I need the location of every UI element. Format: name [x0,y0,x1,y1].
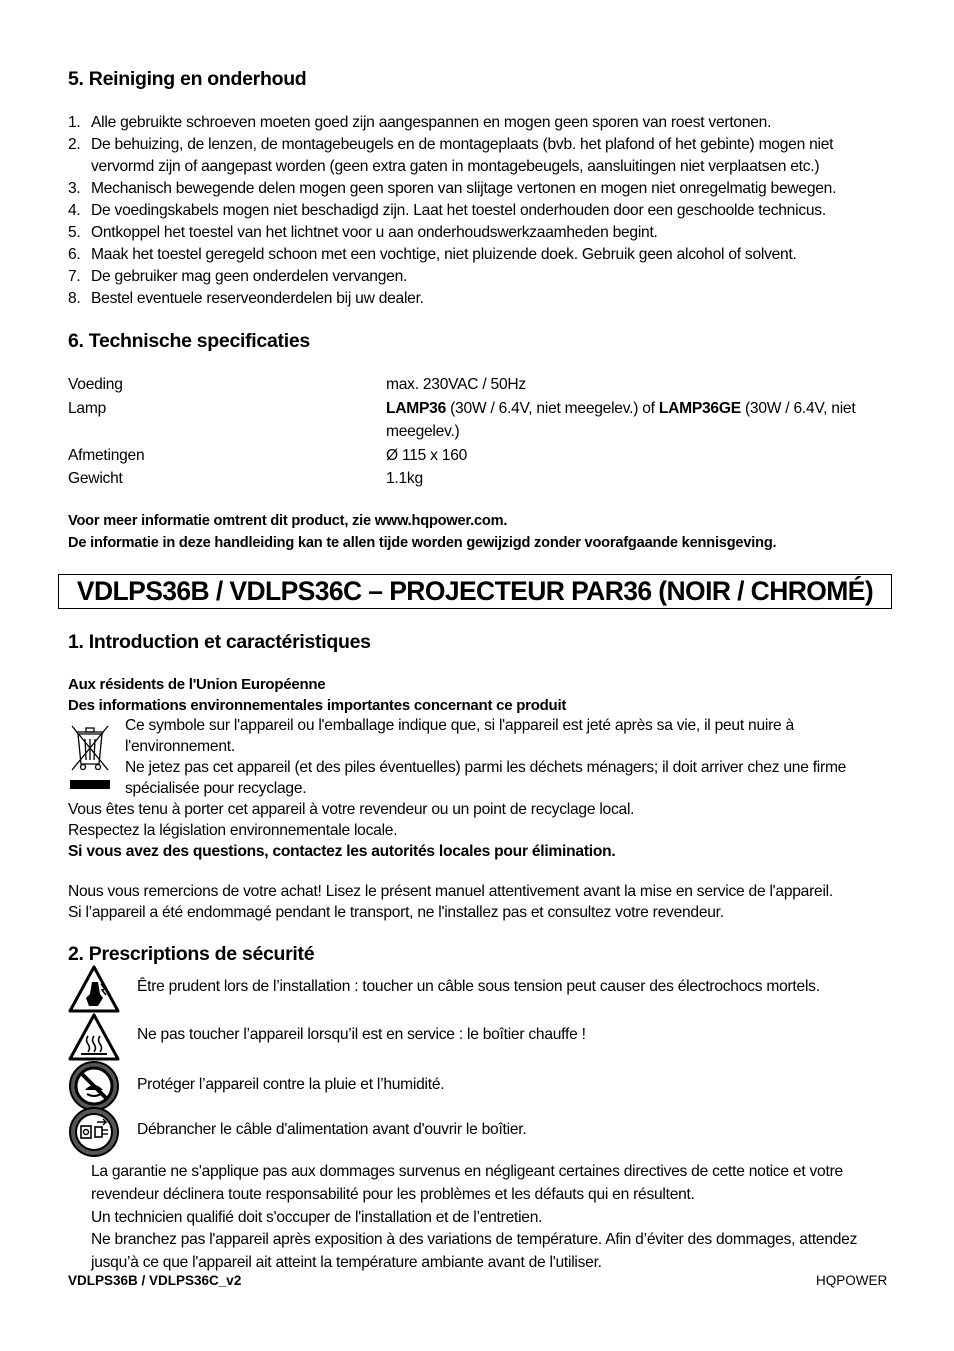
thanks-paragraph: Nous vous remercions de votre achat! Lisez le présent manuel attentivement avant la mise en service de l'appareil. [68,883,833,900]
spec-label: Gewicht [68,470,123,487]
list-number: 6. [68,246,81,263]
spec-row [68,444,888,468]
list-text: Maak het toestel geregeld schoon met een vochtige, niet pluizende doek. Gebruik geen alcohol of solvent. [91,246,797,263]
section-heading-cleaning: 5. Reiniging en onderhoud [68,68,307,90]
list-item [68,112,883,134]
safety-text: Protéger l’appareil contre la pluie et l’humidité. [137,1076,445,1093]
lamp-model: LAMP36GE [658,399,741,417]
list-item [68,266,883,288]
list-number: 5. [68,224,81,241]
spec-row [68,397,888,444]
list-text: De voedingskabels mogen niet beschadigd zijn. Laat het toestel onderhouden door een geschoolde technicus. [91,202,826,219]
spec-row [68,373,888,397]
spec-label: Afmetingen [68,446,145,464]
list-text: De gebruiker mag geen onderdelen vervangen. [91,268,408,285]
temperature-paragraph: Ne branchez pas l'appareil après exposition à des variations de température. Afin d’éviter des dommages, attendez jusqu’à ce que l'appareil ait atteint la température ambiante avant de l'utiliser. [91,1231,858,1271]
spec-label: Lamp [68,399,107,417]
list-number: 4. [68,202,81,219]
spec-value: 1.1kg [386,470,423,487]
list-text: Bestel eventuele reserveonderdelen bij uw dealer. [91,290,424,307]
maintenance-list [68,112,883,310]
spec-table [68,373,888,491]
weee-bin-icon [68,720,112,792]
safety-text: Être prudent lors de l’installation : toucher un câble sous tension peut causer des électrochocs mortels. [137,978,820,995]
safety-text: Ne pas toucher l’appareil lorsqu’il est en service : le boîtier chauffe ! [137,1026,586,1043]
lamp-spec-text: (30W / 6.4V, niet meegelev.) of [446,399,659,417]
hot-surface-warning-icon [68,1012,120,1064]
list-item [68,178,883,200]
spec-label: Voeding [68,376,123,393]
spec-value: max. 230VAC / 50Hz [386,376,526,393]
weee-paragraph-1: Ce symbole sur l'appareil ou l'emballage indique que, si l'appareil est jeté après sa vie, il peut nuire à l'environnement. [125,717,794,755]
electric-shock-warning-icon [68,964,120,1016]
recycling-paragraph: Vous êtes tenu à porter cet appareil à votre revendeur ou un point de recyclage local. [68,801,635,818]
list-item [68,244,883,266]
lamp-spec-text: (30W / 6.4V, niet meegelev.) [386,399,856,440]
list-number: 7. [68,268,81,285]
safety-text: Débrancher le câble d'alimentation avant d'ouvrir le boîtier. [137,1121,527,1138]
list-text: Mechanisch bewegende delen mogen geen sporen van slijtage vertonen en mogen niet onregelmatig bewegen. [91,180,837,197]
protect-from-moisture-icon [68,1060,120,1112]
list-number: 1. [68,114,81,131]
list-item [68,134,883,178]
transport-damage-paragraph: Si l’appareil a été endommagé pendant le transport, ne l'installez pas et consultez votre revendeur. [68,904,724,921]
spec-value [386,397,888,444]
more-info-line: Voor meer informatie omtrent dit product, zie www.hqpower.com. [68,513,508,529]
section-heading-intro: 1. Introduction et caractéristiques [68,631,371,653]
environment-heading: Des informations environnementales importantes concernant ce produit [68,697,567,714]
list-number: 3. [68,180,81,197]
eu-residents-heading: Aux résidents de l'Union Européenne [68,676,326,693]
footer-brand: HQPOWER [816,1273,888,1288]
legislation-paragraph: Respectez la législation environnementale locale. [68,822,398,839]
unplug-before-opening-icon [68,1106,120,1158]
section-heading-specs: 6. Technische specificaties [68,330,310,352]
list-item [68,222,883,244]
section-heading-safety: 2. Prescriptions de sécurité [68,943,315,965]
list-item [68,288,883,310]
list-text: Ontkoppel het toestel van het lichtnet voor u aan onderhoudswerkzaamheden begint. [91,224,658,241]
list-item [68,200,883,222]
list-number: 8. [68,290,81,307]
list-text: Alle gebruikte schroeven moeten goed zijn aangespannen en mogen geen sporen van roest vertonen. [91,114,772,131]
warranty-paragraph: La garantie ne s'applique pas aux dommages survenus en négligeant certaines directives de cette notice et votre revendeur déclinera toute responsabilité pour les problèmes et les défauts qui en résultent. [91,1163,843,1203]
weee-paragraph-2: Ne jetez pas cet appareil (et des piles éventuelles) parmi les déchets ménagers; il doit arriver chez une firme spécialisée pour recyclage. [125,759,847,797]
product-title-banner: VDLPS36B / VDLPS36C – PROJECTEUR PAR36 (NOIR / CHROMÉ) [58,574,892,609]
questions-paragraph: Si vous avez des questions, contactez les autorités locales pour élimination. [68,843,616,860]
lamp-model: LAMP36 [386,399,447,417]
technician-paragraph: Un technicien qualifié doit s'occuper de l'installation et de l’entretien. [91,1209,543,1226]
spec-row [68,467,888,491]
disclaimer-line: De informatie in deze handleiding kan te allen tijde worden gewijzigd zonder voorafgaande kennisgeving. [68,535,777,551]
list-number: 2. [68,136,81,153]
list-text: De behuizing, de lenzen, de montagebeugels en de montageplaats (bvb. het plafond of het gebinte) mogen niet vervormd zijn of aangepast worden (geen extra gaten in montagebeugels, aansluitingen niet verplaatsen etc.) [91,136,834,175]
spec-value: Ø 115 x 160 [386,446,468,464]
footer-model: VDLPS36B / VDLPS36C_v2 [68,1273,242,1288]
